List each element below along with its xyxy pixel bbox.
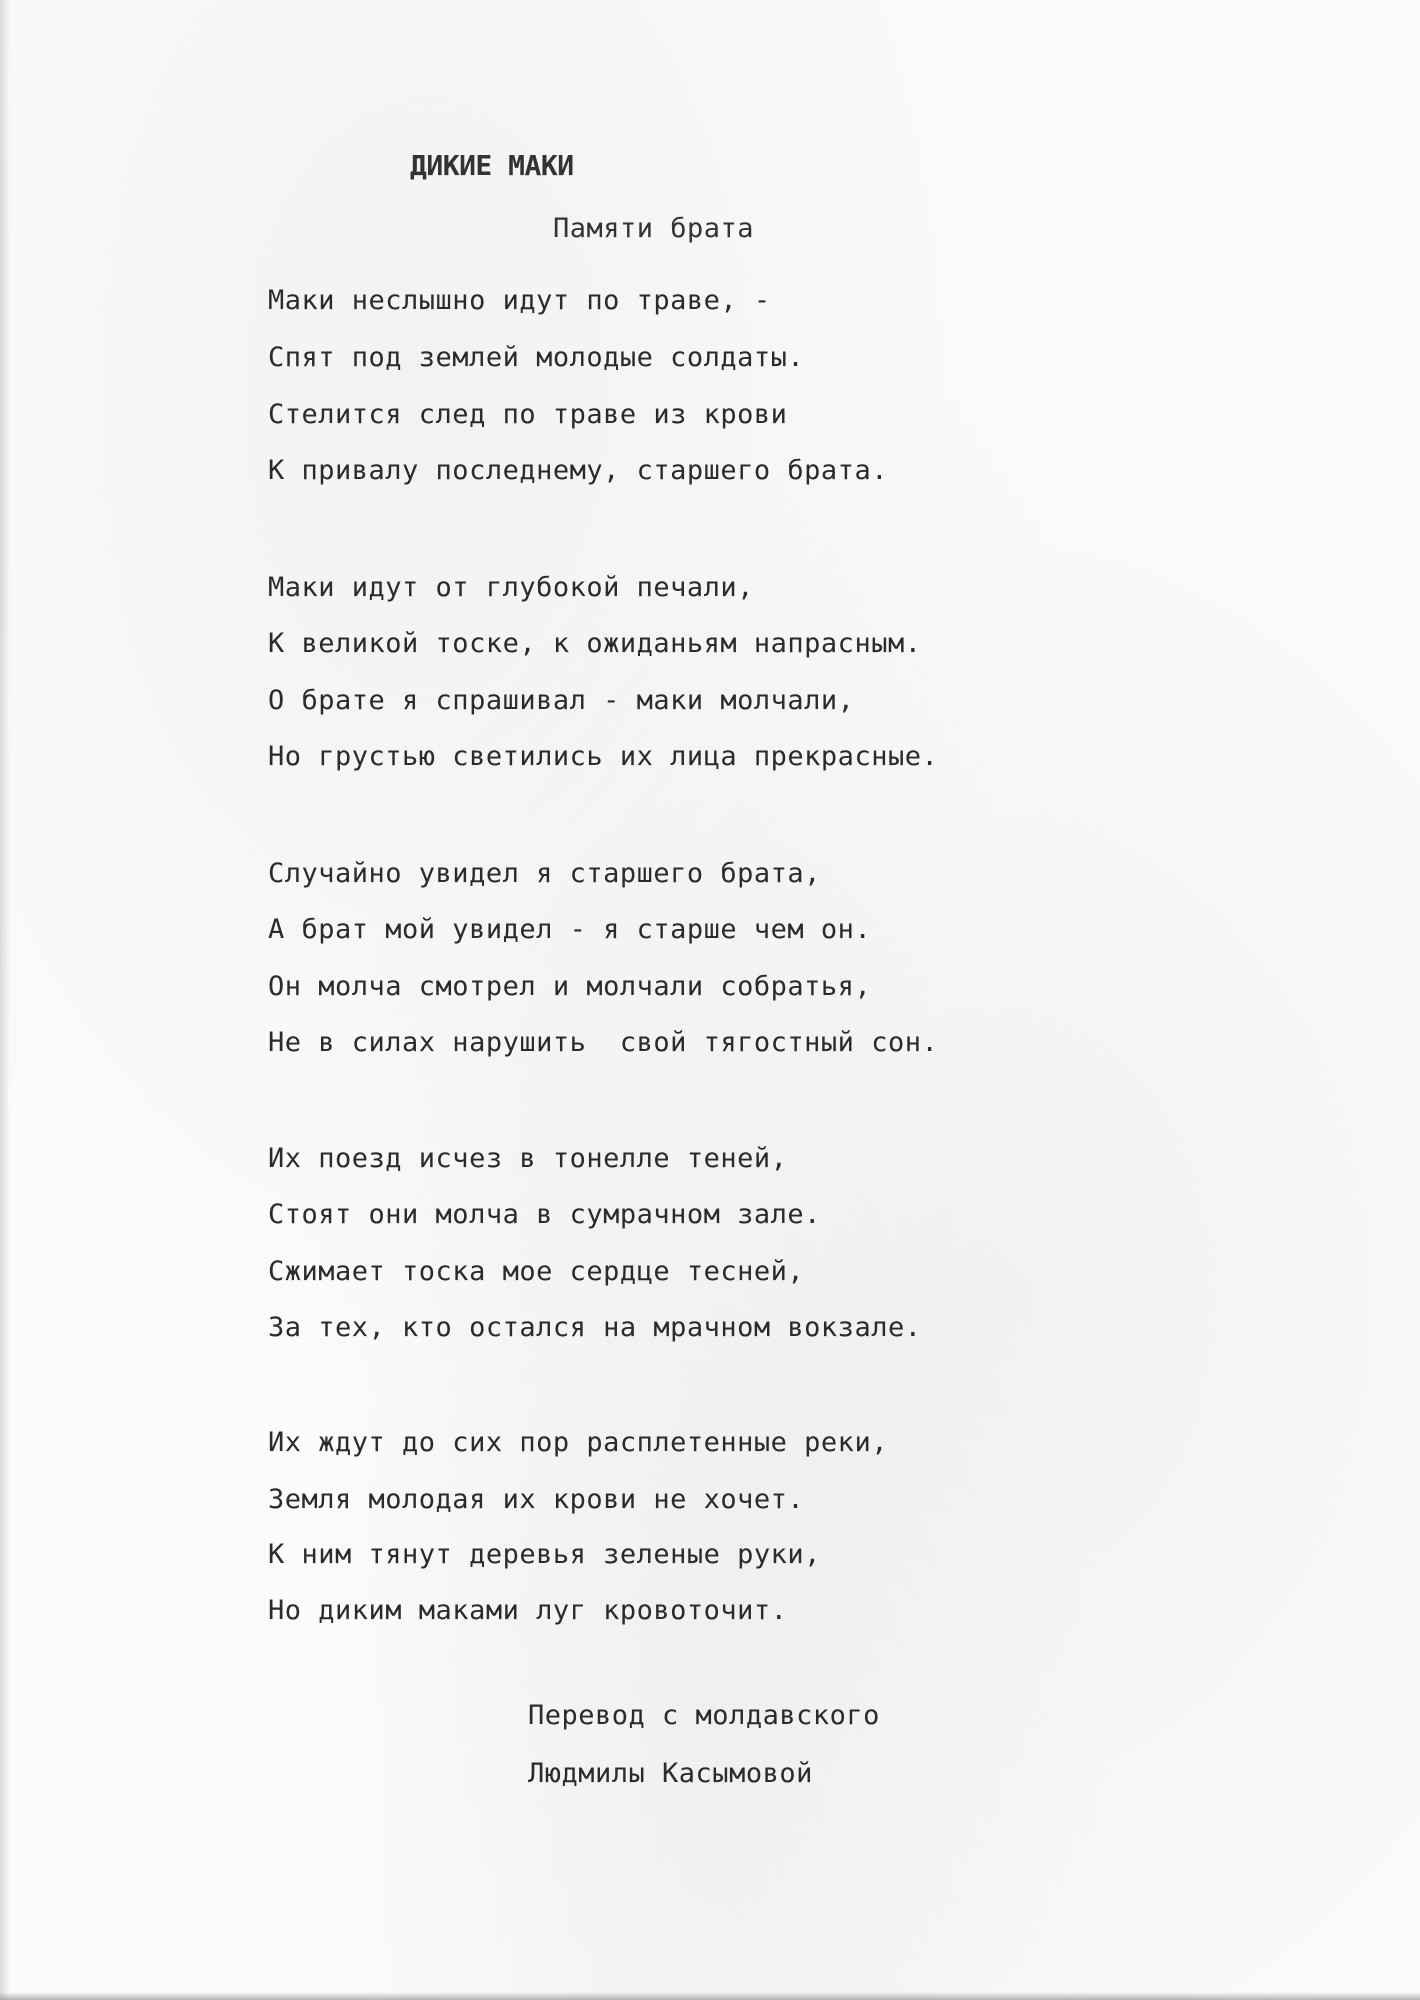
- poem-line: А брат мой увидел - я старше чем он.: [268, 914, 872, 945]
- poem-line: Не в силах нарушить свой тягостный сон.: [268, 1027, 939, 1058]
- poem-line: О брате я спрашивал - маки молчали,: [268, 685, 855, 716]
- poem-line: За тех, кто остался на мрачном вокзале.: [268, 1312, 922, 1343]
- poem-line: Но грустью светились их лица прекрасные.: [268, 741, 939, 772]
- poem-line: Их поезд исчез в тонелле теней,: [268, 1143, 788, 1174]
- poem-line: Их ждут до сих пор расплетенные реки,: [268, 1427, 888, 1458]
- poem-line: К ним тянут деревья зеленые руки,: [268, 1539, 821, 1570]
- poem-line: Маки неслышно идут по траве, -: [268, 285, 771, 316]
- poem-line: Маки идут от глубокой печали,: [268, 572, 754, 603]
- poem-line: Стелится след по траве из крови: [268, 399, 788, 430]
- page-bottom-edge-shadow: [0, 1992, 1420, 2000]
- poem-line: Земля молодая их крови не хочет.: [268, 1484, 805, 1515]
- poem-line: Случайно увидел я старшего брата,: [268, 858, 821, 889]
- poem-line: Он молча смотрел и молчали собратья,: [268, 971, 872, 1002]
- poem-dedication: Памяти брата: [553, 213, 755, 244]
- poem-line: Стоят они молча в сумрачном зале.: [268, 1199, 821, 1230]
- poem-line: К великой тоске, к ожиданьям напрасным.: [268, 628, 922, 659]
- poem-line: Сжимает тоска мое сердце тесней,: [268, 1256, 805, 1287]
- translation-credit: Перевод с молдавского: [528, 1700, 880, 1731]
- page-left-edge-shadow: [0, 0, 10, 2000]
- poem-line: Спят под землей молодые солдаты.: [268, 342, 805, 373]
- poem-line: Но диким маками луг кровоточит.: [268, 1595, 788, 1626]
- poem-line: К привалу последнему, старшего брата.: [268, 455, 888, 486]
- translator-name: Людмилы Касымовой: [528, 1758, 813, 1789]
- poem-title: ДИКИЕ МАКИ: [410, 149, 574, 182]
